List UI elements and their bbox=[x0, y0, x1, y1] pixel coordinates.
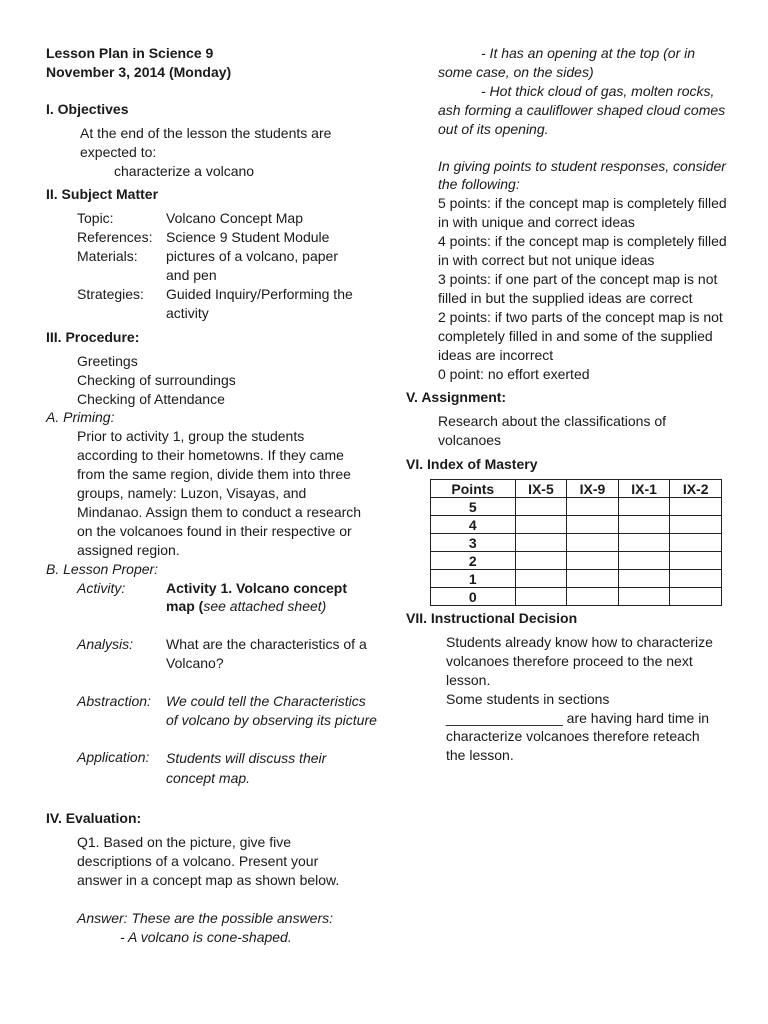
table-cell bbox=[670, 516, 722, 534]
objectives-item bbox=[46, 162, 386, 181]
decision-item-reteach: Some students in sections _______________ are having hard time in characterize volcanoes therefore reteach the lesson. bbox=[446, 690, 710, 764]
table-cell bbox=[567, 498, 619, 516]
right-column bbox=[406, 44, 738, 765]
answer-item-cloud: - Hot thick cloud of gas, molten rocks, ash forming a cauliflower shaped cloud comes out of its opening. bbox=[438, 82, 726, 137]
greetings-item: Greetings bbox=[77, 352, 138, 369]
answer-item-cone: - A volcano is cone-shaped. bbox=[120, 928, 292, 945]
left-column bbox=[46, 44, 386, 946]
table-cell bbox=[670, 498, 722, 516]
ix9-column-header: IX-9 bbox=[567, 480, 619, 498]
abstraction-text: We could tell the Characteristics of volcano by observing its picture bbox=[166, 693, 377, 729]
table-row bbox=[431, 570, 722, 588]
document-title: Lesson Plan in Science 9 bbox=[46, 45, 214, 61]
table-cell bbox=[515, 570, 567, 588]
table-row bbox=[431, 498, 722, 516]
table-cell bbox=[670, 552, 722, 570]
decision-heading: VII. Instructional Decision bbox=[406, 610, 578, 627]
table-cell bbox=[618, 534, 670, 552]
mastery-table bbox=[430, 479, 722, 606]
lesson-proper-label: B. Lesson Proper: bbox=[46, 560, 159, 577]
application-text: Students will discuss their concept map. bbox=[166, 750, 327, 786]
topic-value: Volcano Concept Map bbox=[166, 210, 303, 227]
table-cell bbox=[670, 534, 722, 552]
application-label: Application: bbox=[77, 749, 150, 765]
decision-list bbox=[428, 633, 718, 765]
table-cell bbox=[515, 534, 567, 552]
ix5-column-header: IX-5 bbox=[515, 480, 567, 498]
checkbox-bullet-icon bbox=[98, 162, 114, 181]
points-cell: 4 bbox=[431, 516, 516, 534]
table-cell bbox=[618, 588, 670, 606]
subject-matter-table bbox=[46, 209, 357, 322]
points-cell: 5 bbox=[431, 498, 516, 516]
table-cell bbox=[567, 570, 619, 588]
table-row bbox=[431, 552, 722, 570]
answer-item-opening: - It has an opening at the top (or in some case, on the sides) bbox=[438, 45, 696, 80]
application-row bbox=[46, 748, 377, 788]
points-cell: 3 bbox=[431, 534, 516, 552]
table-cell bbox=[618, 552, 670, 570]
preliminaries-list bbox=[46, 352, 386, 409]
assignment-heading: V. Assignment: bbox=[406, 389, 507, 406]
strategies-value: Guided Inquiry/Performing the activity bbox=[166, 285, 353, 321]
objectives-intro: At the end of the lesson the students are expected to: bbox=[80, 124, 332, 160]
points-cell: 1 bbox=[431, 570, 516, 588]
analysis-text: What are the characteristics of a Volcano? bbox=[166, 636, 367, 672]
surroundings-item: Checking of surroundings bbox=[77, 371, 236, 388]
scoring-3-points: 3 points: if one part of the concept map is not filled in but the supplied ideas are correct bbox=[438, 270, 718, 306]
activity-text bbox=[166, 579, 377, 617]
materials-label: Materials: bbox=[77, 248, 138, 265]
table-cell bbox=[515, 588, 567, 606]
strategies-label: Strategies: bbox=[77, 285, 144, 302]
analysis-label: Analysis: bbox=[77, 636, 134, 653]
evaluation-heading: IV. Evaluation: bbox=[46, 810, 142, 826]
topic-label: Topic: bbox=[77, 210, 114, 227]
table-row bbox=[431, 516, 722, 534]
points-cell: 2 bbox=[431, 552, 516, 570]
table-row bbox=[431, 588, 722, 606]
attendance-item: Checking of Attendance bbox=[77, 390, 225, 407]
table-row bbox=[431, 534, 722, 552]
activity-title: Activity 1. Volcano concept map ( bbox=[166, 579, 348, 615]
activity-row bbox=[46, 579, 377, 617]
table-cell bbox=[567, 588, 619, 606]
scoring-list bbox=[438, 194, 730, 383]
objectives-item-text: characterize a volcano bbox=[114, 162, 255, 179]
checkbox-bullet-icon bbox=[428, 633, 444, 690]
decision-item-proceed: Students already know how to characterize volcanoes therefore proceed to the next lesson. bbox=[446, 633, 713, 688]
references-value: Science 9 Student Module bbox=[166, 229, 330, 246]
table-cell bbox=[515, 552, 567, 570]
priming-text: Prior to activity 1, group the students according to their hometowns. If they came from the same region, divide them into three groups, namely: Luzon, Visayas, and Mindanao. Assign them to conduct a research on the volcanoes found in their respective or assigned region. bbox=[77, 428, 362, 558]
scoring-0-points: 0 point: no effort exerted bbox=[438, 365, 590, 382]
materials-value: pictures of a volcano, paper and pen bbox=[166, 248, 338, 284]
checkbox-bullet-icon bbox=[428, 690, 444, 766]
scoring-4-points: 4 points: if the concept map is completely filled in with correct but not unique ideas bbox=[438, 233, 727, 269]
references-label: References: bbox=[77, 229, 153, 246]
scoring-2-points: 2 points: if two parts of the concept map is not completely filled in and some of the supplied ideas are incorrect bbox=[438, 308, 723, 363]
analysis-row bbox=[46, 635, 377, 673]
document-date: November 3, 2014 (Monday) bbox=[46, 63, 232, 80]
points-column-header: Points bbox=[431, 480, 516, 498]
points-cell: 0 bbox=[431, 588, 516, 606]
table-cell bbox=[515, 498, 567, 516]
mastery-header-row bbox=[431, 480, 722, 498]
subject-matter-heading: II. Subject Matter bbox=[46, 186, 159, 203]
abstraction-label: Abstraction: bbox=[77, 693, 151, 710]
table-cell bbox=[567, 552, 619, 570]
scoring-intro: In giving points to student responses, consider the following: bbox=[438, 157, 726, 193]
table-cell bbox=[670, 570, 722, 588]
mastery-heading: VI. Index of Mastery bbox=[406, 456, 538, 473]
evaluation-question: Q1. Based on the picture, give five descriptions of a volcano. Present your answer in a concept map as shown below. bbox=[77, 833, 340, 888]
table-cell bbox=[567, 516, 619, 534]
table-cell bbox=[670, 588, 722, 606]
table-cell bbox=[515, 516, 567, 534]
table-cell bbox=[618, 570, 670, 588]
answer-intro: Answer: These are the possible answers: bbox=[77, 909, 334, 926]
assignment-text: Research about the classifications of volcanoes bbox=[438, 413, 667, 449]
ix2-column-header: IX-2 bbox=[670, 480, 722, 498]
objectives-heading: I. Objectives bbox=[46, 100, 129, 117]
table-cell bbox=[567, 534, 619, 552]
ix1-column-header: IX-1 bbox=[618, 480, 670, 498]
activity-label: Activity: bbox=[77, 579, 126, 596]
table-cell bbox=[618, 498, 670, 516]
scoring-5-points: 5 points: if the concept map is completely filled in with unique and correct ideas bbox=[438, 195, 727, 231]
procedure-heading: III. Procedure: bbox=[46, 328, 140, 345]
priming-label: A. Priming: bbox=[46, 409, 115, 426]
activity-note: see attached sheet) bbox=[203, 598, 327, 615]
abstraction-row bbox=[46, 692, 377, 730]
table-cell bbox=[618, 516, 670, 534]
